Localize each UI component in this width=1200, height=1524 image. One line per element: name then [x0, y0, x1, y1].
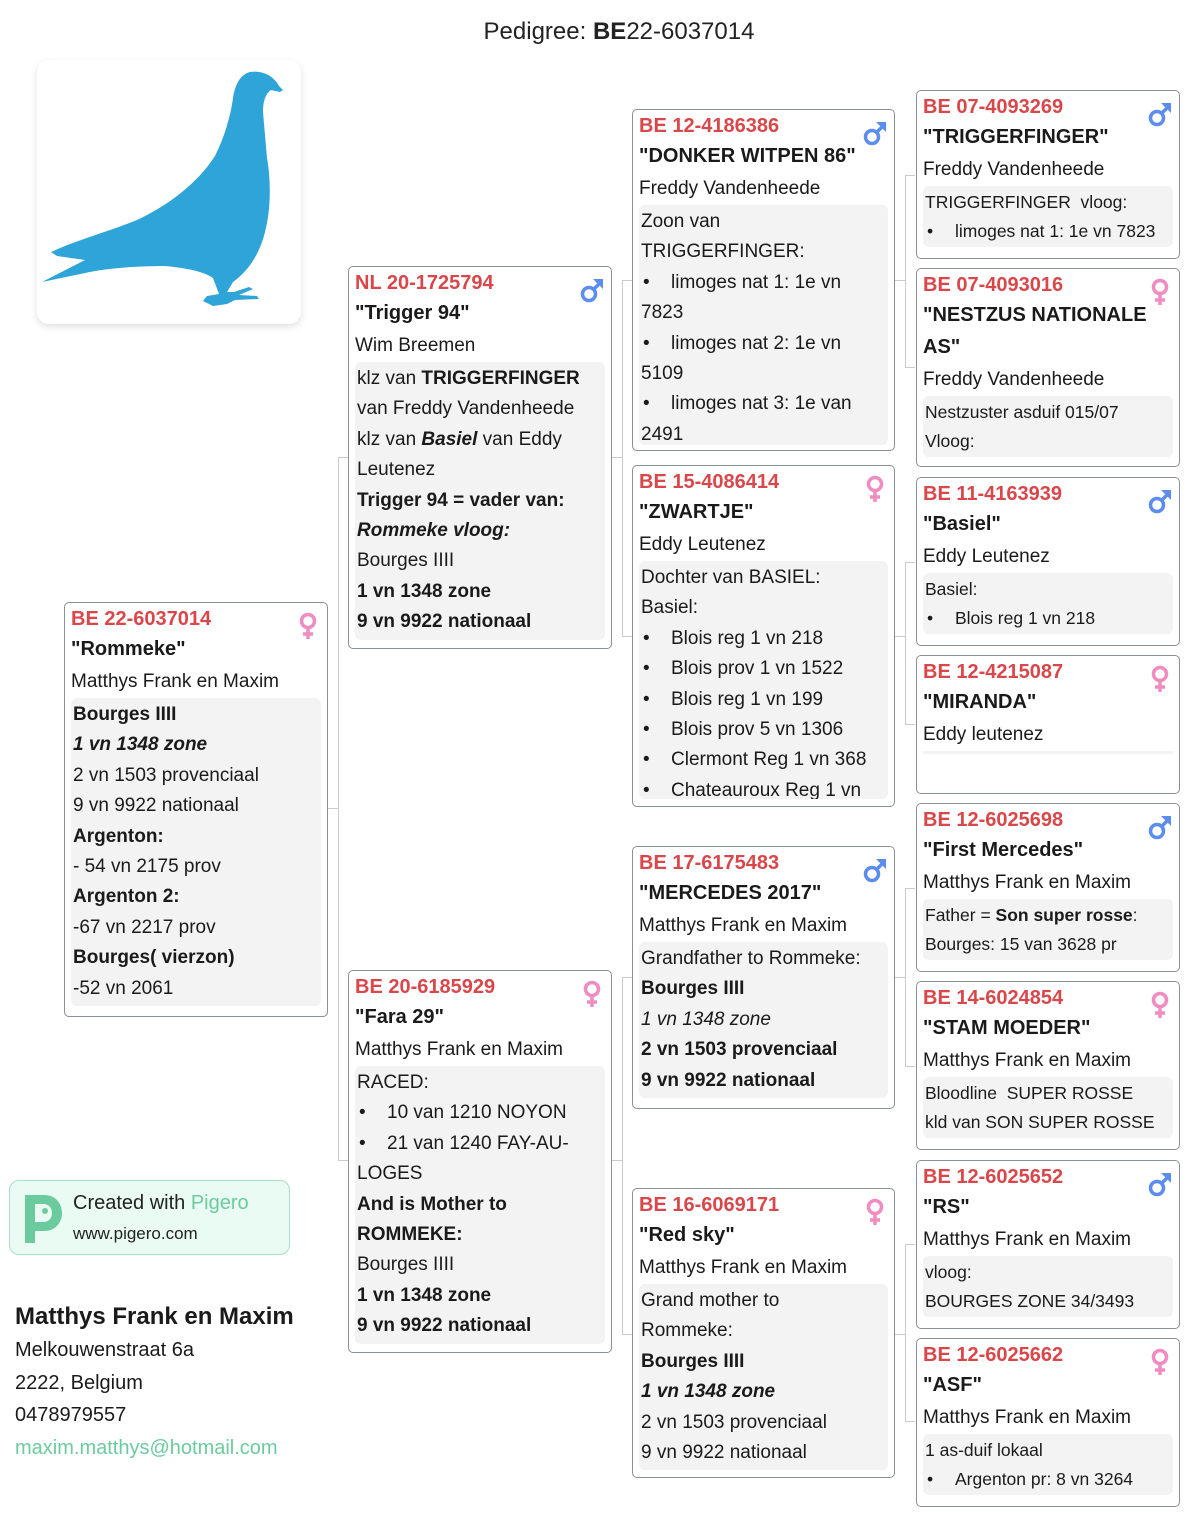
ring-number: BE 12-6025662: [923, 1344, 1064, 1366]
note-line: Nestzuster asduif 015/07: [925, 402, 1119, 422]
male-icon: [579, 275, 605, 305]
note-line: Bourges IIII: [357, 1254, 455, 1276]
connector-line: [905, 1244, 915, 1245]
ring-number: BE 12-6025698: [923, 809, 1064, 831]
owner-contact: [15, 1300, 294, 1464]
ring-number: NL 20-1725794: [355, 272, 494, 294]
note-line: Bourges IIII: [641, 1350, 745, 1372]
note-line: 7823: [641, 302, 684, 324]
note-bullet: • Clermont Reg 1 vn 368: [641, 745, 886, 775]
pigeon-card-maternal-grandfather[interactable]: [632, 846, 895, 1109]
pigeon-notes: [923, 751, 1173, 754]
connector-line: [622, 280, 632, 281]
pigeon-owner: Matthys Frank en Maxim: [355, 1039, 563, 1060]
pigeon-card-ffm[interactable]: [916, 268, 1180, 467]
pigeon-owner: Eddy Leutenez: [639, 534, 766, 555]
pigeon-owner: Matthys Frank en Maxim: [639, 1257, 847, 1278]
contact-phone: 0478979557: [15, 1404, 127, 1426]
contact-name: Matthys Frank en Maxim: [15, 1303, 294, 1330]
connector-line: [338, 457, 348, 458]
note-line: 2 vn 1503 provenciaal: [641, 1039, 838, 1061]
ring-number: BE 15-4086414: [639, 471, 780, 493]
ring-number: BE 12-4186386: [639, 115, 780, 137]
note-line: Argenton 2:: [73, 886, 180, 908]
connector-line: [905, 724, 915, 725]
note-text: klz van: [357, 368, 422, 389]
connector-line: [622, 1334, 632, 1335]
male-icon: [1147, 1169, 1173, 1199]
title-number: 22-6037014: [626, 18, 755, 45]
note-text: Son super rosse: [995, 905, 1133, 925]
pigeon-owner: Freddy Vandenheede: [639, 178, 821, 199]
note-line: van Freddy Vandenheede: [357, 398, 575, 420]
note-bullet: • Blois prov 5 vn 1306: [641, 715, 886, 745]
note-text: :: [1132, 905, 1138, 925]
note-line: 9 vn 9922 nationaal: [641, 1069, 816, 1091]
female-icon: [862, 1197, 888, 1227]
connector-line: [338, 1160, 348, 1161]
connector-line: [905, 888, 906, 1066]
pigeon-name: "NESTZUS NATIONALE: [923, 304, 1147, 326]
note-line: Bourges( vierzon): [73, 947, 235, 969]
connector-line: [905, 175, 906, 368]
pigeon-owner: Matthys Frank en Maxim: [923, 1407, 1131, 1428]
connector-line: [905, 1066, 915, 1067]
note-line: Rommeke:: [641, 1320, 733, 1342]
note-line: kld van SON SUPER ROSSE: [925, 1111, 1155, 1132]
connector-line: [895, 280, 905, 281]
pigeon-name: "Trigger 94": [355, 302, 470, 324]
note-line: 2 vn 1503 provenciaal: [641, 1411, 827, 1433]
pigeon-card-paternal-grandfather[interactable]: [632, 109, 895, 451]
pigeon-notes: [639, 942, 888, 1098]
pigeon-name: "MERCEDES 2017": [639, 882, 822, 904]
note-bullet: • Blois reg 1 vn 218: [925, 604, 1171, 633]
note-bullet: • limoges nat 1: 1e vn: [641, 268, 886, 298]
pigeon-name: "Fara 29": [355, 1006, 445, 1028]
note-text: klz van: [357, 428, 422, 450]
male-icon: [1147, 486, 1173, 516]
note-bullet: • limoges nat 1: 1e vn 7823: [925, 217, 1171, 246]
note-line: 1 vn 1348 zone: [641, 1008, 771, 1030]
connector-line: [338, 457, 339, 1161]
pigeon-name: "STAM MOEDER": [923, 1017, 1091, 1039]
connector-line: [612, 457, 622, 458]
pigeon-name: AS": [923, 336, 961, 358]
pigero-created: [73, 1192, 249, 1215]
note-line: Dochter van BASIEL:: [641, 567, 821, 588]
note-bullet: • Chateauroux Reg 1 vn: [641, 776, 886, 799]
connector-line: [905, 1244, 906, 1422]
pigeon-notes: [923, 899, 1173, 960]
note-line: ROMMEKE:: [357, 1224, 463, 1246]
note-line: Argenton:: [73, 825, 164, 847]
pigeon-owner: Matthys Frank en Maxim: [923, 872, 1131, 893]
connector-line: [895, 636, 905, 637]
pigeon-card-mmm[interactable]: [916, 1338, 1180, 1507]
pigeon-name: "RS": [923, 1196, 970, 1218]
pigeon-card-mfm[interactable]: [916, 981, 1180, 1150]
note-line: 9 vn 9922 nationaal: [357, 611, 532, 633]
connector-line: [905, 888, 915, 889]
ring-number: BE 07-4093016: [923, 274, 1064, 296]
note-line: 1 vn 1348 zone: [73, 734, 208, 756]
pigeon-name: "Basiel": [923, 513, 1001, 535]
pigeon-notes: [639, 561, 888, 799]
female-icon: [1147, 664, 1173, 694]
connector-line: [328, 808, 338, 809]
female-icon: [862, 474, 888, 504]
male-icon: [862, 118, 888, 148]
pigeon-owner: Matthys Frank en Maxim: [639, 915, 847, 936]
ring-number: BE 12-4215087: [923, 661, 1064, 683]
connector-line: [622, 977, 623, 1334]
pigeon-owner: Matthys Frank en Maxim: [71, 671, 279, 692]
pigeon-notes: [639, 1284, 888, 1470]
note-line: -52 vn 2061: [73, 977, 174, 999]
note-line: Grandfather to Rommeke:: [641, 948, 861, 969]
note-bullet: • Blois reg 1 vn 218: [641, 624, 886, 654]
note-line: TRIGGERFINGER:: [641, 241, 805, 263]
note-line: -67 vn 2217 prov: [73, 916, 216, 938]
pigeon-name: "MIRANDA": [923, 691, 1037, 713]
pigeon-card-mff[interactable]: [916, 803, 1180, 972]
note-bullet: • Blois prov 1 vn 1522: [641, 654, 886, 684]
note-line: Bourges IIII: [357, 550, 455, 572]
note-line: TRIGGERFINGER vloog:: [925, 192, 1128, 212]
pigeon-owner: Eddy Leutenez: [923, 546, 1050, 567]
note-line: Rommeke vloog:: [357, 520, 511, 542]
connector-line: [905, 562, 906, 725]
ring-number: BE 11-4163939: [923, 483, 1063, 505]
note-line: Bloodline SUPER ROSSE: [925, 1083, 1134, 1103]
ring-number: BE 22-6037014: [71, 608, 212, 630]
pigeon-card-mmf[interactable]: [916, 1160, 1180, 1329]
pigeon-card-maternal-grandmother[interactable]: [632, 1188, 895, 1478]
note-line: Grand mother to: [641, 1290, 780, 1311]
note-text: Basiel: [421, 428, 478, 450]
female-icon: [1147, 990, 1173, 1020]
male-icon: [862, 855, 888, 885]
ring-number: BE 16-6069171: [639, 1194, 780, 1216]
female-icon: [1147, 277, 1173, 307]
ring-number: BE 17-6175483: [639, 852, 780, 874]
pigeon-silhouette-icon: [37, 60, 301, 324]
note-line: vloog:: [925, 1262, 972, 1282]
note-line: 1 vn 1348 zone: [641, 1381, 776, 1403]
pigeon-notes: [355, 362, 605, 640]
connector-line: [905, 1421, 915, 1422]
pigeon-notes: [923, 186, 1173, 247]
note-line: Trigger 94 = vader van:: [357, 489, 565, 511]
note-bullet: • 10 van 1210 NOYON: [357, 1098, 603, 1128]
contact-email-link[interactable]: maxim.matthys@hotmail.com: [15, 1436, 278, 1459]
pigeon-card-paternal-grandmother[interactable]: [632, 465, 895, 807]
pigeon-notes: [355, 1066, 605, 1344]
pigeon-notes: [923, 396, 1173, 457]
note-line: 9 vn 9922 nationaal: [357, 1315, 532, 1337]
note-line: RACED:: [357, 1072, 429, 1093]
pigeon-owner: Freddy Vandenheede: [923, 369, 1105, 390]
ring-number: BE 07-4093269: [923, 96, 1064, 118]
pigero-brand: Pigero: [190, 1192, 249, 1214]
male-icon: [1147, 99, 1173, 129]
pigeon-name: "ZWARTJE": [639, 501, 754, 523]
note-line: 2 vn 1503 provenciaal: [73, 764, 259, 786]
note-line: BOURGES ZONE 34/3493: [925, 1290, 1135, 1311]
note-line: 9 vn 9922 nationaal: [73, 795, 239, 817]
note-line: Vloog:: [925, 430, 975, 451]
pigeon-name: "ASF": [923, 1374, 982, 1396]
note-line: Bourges IIII: [73, 704, 177, 725]
pigeon-card-fmf[interactable]: [916, 477, 1180, 646]
note-line: 1 vn 1348 zone: [357, 580, 492, 602]
note-line: Bourges IIII: [641, 978, 745, 1000]
note-text: van Eddy: [477, 428, 562, 450]
pigeon-notes: [639, 205, 888, 445]
note-line: Basiel:: [925, 579, 978, 599]
connector-line: [905, 367, 915, 368]
pigeon-owner: Eddy leutenez: [923, 724, 1044, 745]
pigeon-notes: [923, 573, 1173, 634]
connector-line: [622, 280, 623, 636]
note-bullet: • limoges nat 2: 1e vn: [641, 329, 886, 359]
pigeon-notes: [923, 1434, 1173, 1495]
created-text: Created with: [73, 1192, 191, 1214]
pigeon-owner: Freddy Vandenheede: [923, 159, 1105, 180]
note-line: Basiel:: [641, 597, 699, 619]
contact-street: Melkouwenstraat 6a: [15, 1339, 194, 1361]
pigeon-owner: Matthys Frank en Maxim: [923, 1050, 1131, 1071]
pigero-badge[interactable]: [9, 1180, 290, 1255]
connector-line: [622, 636, 632, 637]
note-line: Bourges: 15 van 3628 pr: [925, 933, 1117, 954]
page-title: [0, 18, 1200, 46]
male-icon: [1147, 812, 1173, 842]
pigeon-card-fff[interactable]: [916, 90, 1180, 259]
note-line: - 54 vn 2175 prov: [73, 856, 221, 878]
note-line: 9 vn 9922 nationaal: [641, 1442, 807, 1464]
pigeon-card-subject[interactable]: [64, 602, 328, 1017]
note-bullet: • limoges nat 3: 1e van: [641, 389, 886, 419]
pigeon-notes: [923, 1077, 1173, 1138]
note-line: 5109: [641, 363, 684, 385]
note-bullet: • Argenton pr: 8 vn 3264: [925, 1465, 1171, 1494]
title-country: BE: [592, 18, 627, 45]
ring-number: BE 20-6185929: [355, 976, 496, 998]
pigeon-name: "Rommeke": [71, 638, 186, 660]
note-line: 2491: [641, 423, 684, 445]
note-line: Leutenez: [357, 459, 436, 481]
connector-line: [905, 562, 915, 563]
note-text: Father =: [925, 905, 996, 925]
pigeon-name: "DONKER WITPEN 86": [639, 145, 856, 167]
female-icon: [295, 611, 321, 641]
pigeon-owner: Matthys Frank en Maxim: [923, 1229, 1131, 1250]
female-icon: [579, 979, 605, 1009]
connector-line: [895, 1334, 905, 1335]
note-line: Zoon van: [641, 211, 721, 232]
pigeon-photo: [37, 60, 301, 324]
pigeon-notes: [71, 698, 321, 1006]
note-line: 1 as-duif lokaal: [925, 1440, 1043, 1460]
female-icon: [1147, 1347, 1173, 1377]
pigeon-card-fmm[interactable]: [916, 655, 1180, 794]
pigeon-name: "Red sky": [639, 1224, 735, 1246]
connector-line: [622, 977, 632, 978]
note-line: LOGES: [357, 1163, 423, 1185]
pigero-logo-icon: [22, 1193, 62, 1243]
pigeon-card-mother[interactable]: [348, 970, 612, 1353]
pigeon-owner: Wim Breemen: [355, 335, 476, 356]
note-line: 1 vn 1348 zone: [357, 1284, 492, 1306]
ring-number: BE 12-6025652: [923, 1166, 1064, 1188]
ring-number: BE 14-6024854: [923, 987, 1064, 1009]
title-prefix: Pedigree:: [483, 18, 587, 45]
note-bullet: • Blois reg 1 vn 199: [641, 685, 886, 715]
pigeon-notes: [923, 1256, 1173, 1317]
note-text: TRIGGERFINGER: [421, 368, 580, 389]
connector-line: [895, 977, 905, 978]
pigeon-name: "First Mercedes": [923, 839, 1084, 861]
pigeon-card-father[interactable]: [348, 266, 612, 649]
connector-line: [905, 175, 915, 176]
note-bullet: • 21 van 1240 FAY-AU-: [357, 1129, 603, 1159]
connector-line: [612, 1160, 622, 1161]
pigero-url[interactable]: www.pigero.com: [73, 1224, 198, 1243]
contact-city: 2222, Belgium: [15, 1371, 143, 1394]
pigeon-name: "TRIGGERFINGER": [923, 126, 1109, 148]
note-line: And is Mother to: [357, 1193, 507, 1215]
